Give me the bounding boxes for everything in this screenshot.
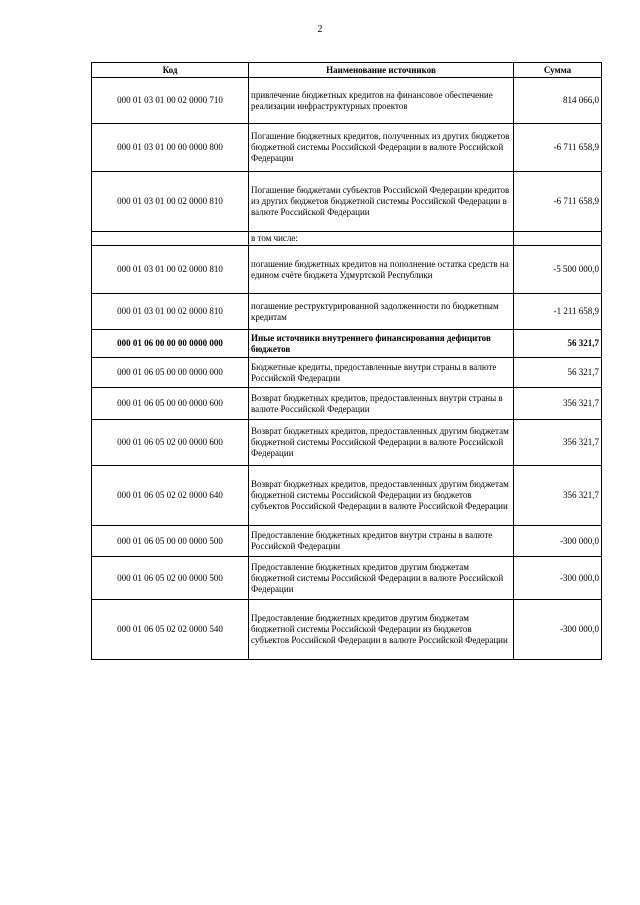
header-code: Код (92, 63, 249, 78)
row-sum: 56 321,7 (514, 330, 602, 358)
row-sum: -5 500 000,0 (514, 246, 602, 294)
table-row (92, 466, 602, 526)
table-row (92, 388, 602, 420)
row-code: 000 01 03 01 00 02 0000 810 (92, 246, 249, 294)
header-name: Наименование источников (249, 63, 514, 78)
row-code: 000 01 06 05 00 00 0000 000 (92, 358, 249, 388)
row-sum: 814 066,0 (514, 78, 602, 124)
row-name: Предоставление бюджетных кредитов другим бюджетам бюджетной системы Российской Федерации в валюте Российской Федерации (249, 557, 514, 600)
row-name: привлечение бюджетных кредитов на финансовое обеспечение реализации инфраструктурных проектов (249, 78, 514, 124)
page-number: 2 (317, 24, 323, 35)
table-row (92, 557, 602, 600)
row-sum: -300 000,0 (514, 526, 602, 557)
row-sum: -6 711 658,9 (514, 172, 602, 232)
row-name: в том числе: (249, 232, 514, 246)
row-name: Возврат бюджетных кредитов, предоставленных другим бюджетам бюджетной системы Российской Федерации в валюте Российской Федерации (249, 420, 514, 466)
row-code: 000 01 03 01 00 02 0000 810 (92, 294, 249, 330)
table-row (92, 600, 602, 660)
row-sum: -1 211 658,9 (514, 294, 602, 330)
row-sum: 56 321,7 (514, 358, 602, 388)
row-code: 000 01 06 05 00 00 0000 600 (92, 388, 249, 420)
sources-table (91, 62, 602, 660)
table-row (92, 246, 602, 294)
table-header-row (92, 63, 602, 78)
row-code: 000 01 03 01 00 02 0000 810 (92, 172, 249, 232)
row-name: погашение реструктурированной задолженности по бюджетным кредитам (249, 294, 514, 330)
table-row (92, 78, 602, 124)
row-sum: 356 321,7 (514, 466, 602, 526)
row-sum: -300 000,0 (514, 600, 602, 660)
row-sum: -6 711 658,9 (514, 124, 602, 172)
row-sum (514, 232, 602, 246)
table-row (92, 124, 602, 172)
row-code: 000 01 06 05 02 00 0000 500 (92, 557, 249, 600)
row-code: 000 01 03 01 00 00 0000 800 (92, 124, 249, 172)
row-name: погашение бюджетных кредитов на пополнение остатка средств на едином счёте бюджета Удмуртской Республики (249, 246, 514, 294)
table-row (92, 358, 602, 388)
row-name: Возврат бюджетных кредитов, предоставленных другим бюджетам бюджетной системы Российской Федерации из бюджетов субъектов Российской Федерации в валюте Российской Федерации (249, 466, 514, 526)
row-name: Возврат бюджетных кредитов, предоставленных внутри страны в валюте Российской Федерации (249, 388, 514, 420)
row-code: 000 01 06 00 00 00 0000 000 (92, 330, 249, 358)
header-sum: Сумма (514, 63, 602, 78)
row-name: Предоставление бюджетных кредитов другим бюджетам бюджетной системы Российской Федерации из бюджетов субъектов Российской Федерации в валюте Российской Федерации (249, 600, 514, 660)
row-code: 000 01 06 05 02 02 0000 640 (92, 466, 249, 526)
table-row (92, 172, 602, 232)
row-sum: -300 000,0 (514, 557, 602, 600)
table-row (92, 420, 602, 466)
row-name: Иные источники внутреннего финансирования дефицитов бюджетов (249, 330, 514, 358)
row-sum: 356 321,7 (514, 420, 602, 466)
row-name: Погашение бюджетами субъектов Российской Федерации кредитов из других бюджетов бюджетной системы Российской Федерации в валюте Российской Федерации (249, 172, 514, 232)
table-row (92, 232, 602, 246)
row-code: 000 01 06 05 00 00 0000 500 (92, 526, 249, 557)
row-sum: 356 321,7 (514, 388, 602, 420)
table-row (92, 526, 602, 557)
table-row (92, 330, 602, 358)
row-code: 000 01 06 05 02 00 0000 600 (92, 420, 249, 466)
row-code: 000 01 06 05 02 02 0000 540 (92, 600, 249, 660)
table-row (92, 294, 602, 330)
row-code: 000 01 03 01 00 02 0000 710 (92, 78, 249, 124)
row-name: Погашение бюджетных кредитов, полученных из других бюджетов бюджетной системы Российской Федерации в валюте Российской Федерации (249, 124, 514, 172)
row-code (92, 232, 249, 246)
row-name: Бюджетные кредиты, предоставленные внутри страны в валюте Российской Федерации (249, 358, 514, 388)
row-name: Предоставление бюджетных кредитов внутри страны в валюте Российской Федерации (249, 526, 514, 557)
